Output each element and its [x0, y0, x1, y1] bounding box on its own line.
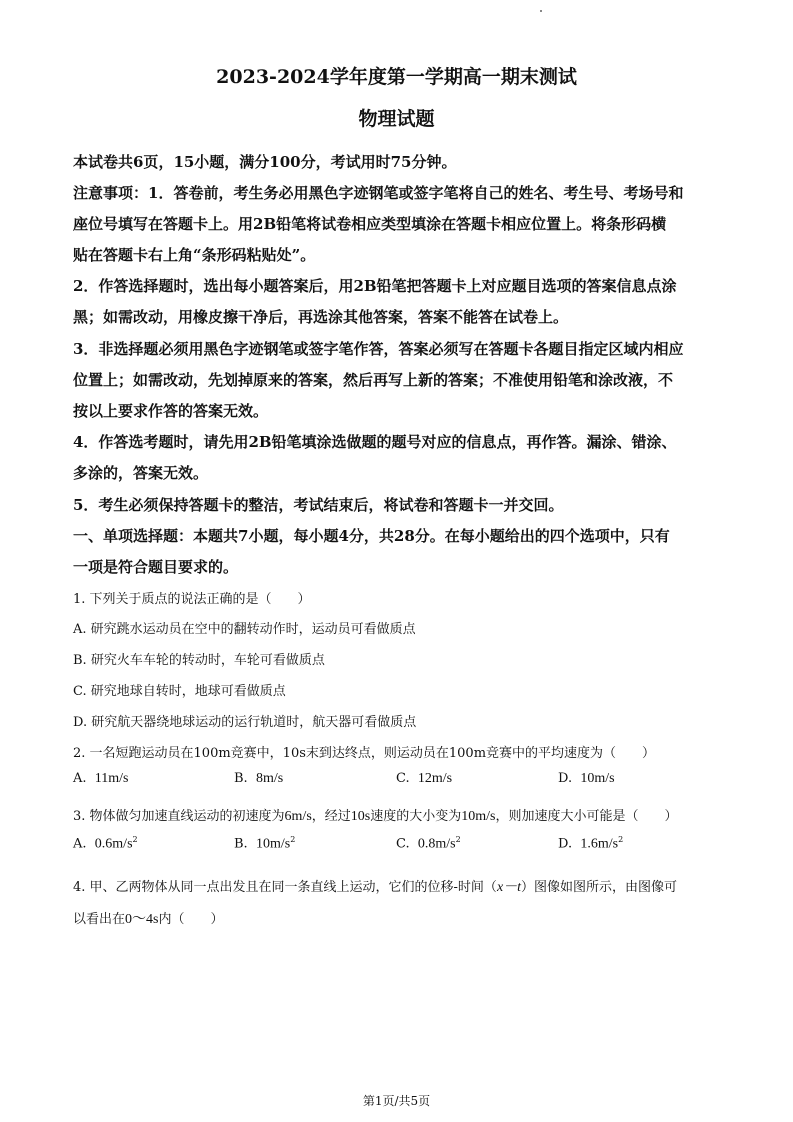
q2-option-a: A. 11m/s	[73, 771, 129, 786]
note2-line2: 黑；如需改动，用橡皮擦干净后，再选涂其他答案，答案不能答在试卷上。	[73, 308, 569, 326]
note3-line3: 按以上要求作答的答案无效。	[73, 402, 269, 420]
q3-option-c: C. $0.8m/s^2$	[396, 835, 461, 852]
exam-subject: 物理试题	[358, 108, 435, 130]
note1-line2: 座位号填写在答题卡上。用2B铅笔将试卷相应类型填涂在答题卡相应位置上。将条形码横	[73, 215, 667, 233]
q1-option-a: A. 研究跳水运动员在空中的翻转动作时，运动员可看做质点	[73, 622, 416, 637]
note4-line1: 4．作答选考题时，请先用2B铅笔填涂选做题的题号对应的信息点，再作答。漏涂、错涂、	[73, 433, 677, 451]
section1-heading-line1: 一、单项选择题：本题共7小题，每小题4分，共28分。在每小题给出的四个选项中，只有	[73, 527, 670, 545]
q2-stem: 2. 一名短跑运动员在100m竞赛中，10s末到达终点，则运动员在100m竞赛中的平均速度为（ ）	[73, 746, 656, 761]
section1-heading-line2: 一项是符合题目要求的。	[73, 558, 239, 576]
q1-option-b: B. 研究火车车轮的转动时，车轮可看做质点	[73, 653, 325, 668]
exam-title: 2023-2024学年度第一学期高一期末测试	[216, 66, 577, 88]
note5-line: 5．考生必须保持答题卡的整洁，考试结束后，将试卷和答题卡一并交回。	[73, 496, 564, 514]
q2-option-c: C. 12m/s	[396, 771, 453, 786]
q1-option-c: C. 研究地球自转时，地球可看做质点	[73, 684, 286, 699]
q4-stem-line1: 4. 甲、乙两物体从同一点出发且在同一条直线上运动，它们的位移-时间（x－t）图像如图所示，由图像可	[73, 880, 678, 895]
q1-stem: 1. 下列关于质点的说法正确的是（ ）	[73, 592, 311, 607]
note4-line2: 多涂的，答案无效。	[73, 464, 209, 482]
note3-line2: 位置上；如需改动，先划掉原来的答案，然后再写上新的答案；不准使用铅笔和涂改液，不	[73, 371, 674, 389]
intro-line: 本试卷共6页，15小题，满分100分，考试用时75分钟。	[73, 153, 457, 171]
q1-option-d: D. 研究航天器绕地球运动的运行轨道时，航天器可看做质点	[73, 715, 417, 730]
note3-line1: 3．非选择题必须用黑色字迹钢笔或签字笔作答，答案必须写在答题卡各题目指定区域内相应	[73, 340, 684, 358]
scan-speck	[540, 10, 542, 12]
q2-option-d: D. 10m/s	[558, 771, 615, 786]
q2-option-b: B. 8m/s	[234, 771, 284, 786]
note2-line1: 2．作答选择题时，选出每小题答案后，用2B铅笔把答题卡上对应题目选项的答案信息点涂	[73, 277, 677, 295]
q3-option-d: D. $1.6m/s^2$	[558, 835, 624, 852]
note1-line1: 注意事项：1．答卷前，考生务必用黑色字迹钢笔或签字笔将自己的姓名、考生号、考场号和	[73, 184, 684, 202]
q3-option-a: A. $0.6m/s^2$	[73, 835, 138, 852]
page-number: 第1页/共5页	[362, 1094, 431, 1108]
note1-line3: 贴在答题卡右上角“条形码粘贴处”。	[73, 246, 316, 264]
q4-stem-line2: 以看出在0～4s内（ ）	[73, 912, 224, 927]
q3-option-b: B. $10m/s^2$	[234, 835, 296, 852]
q3-stem: 3. 物体做匀加速直线运动的初速度为6m/s，经过10s速度的大小变为10m/s，则加速度大小可能是（ ）	[73, 809, 678, 824]
